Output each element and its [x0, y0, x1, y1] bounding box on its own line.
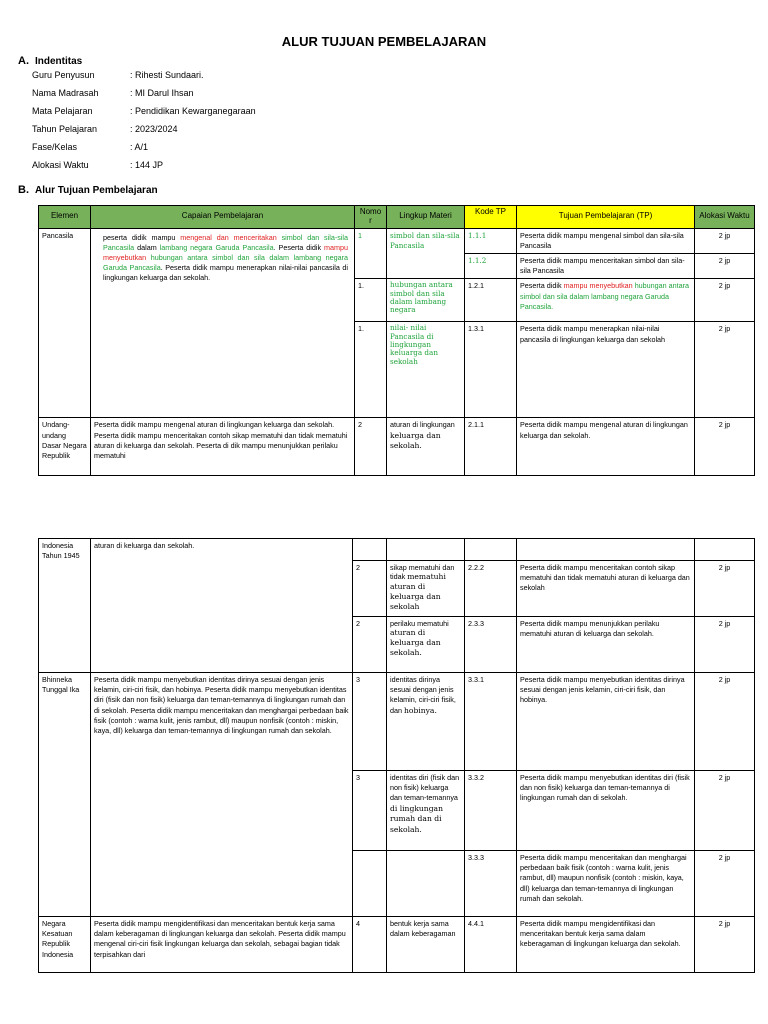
- identity-key: Tahun Pelajaran: [32, 124, 98, 134]
- alokasi-cell: 2 jp: [695, 254, 755, 279]
- header-elemen: Elemen: [39, 206, 91, 229]
- lingkup-cell: [387, 851, 465, 917]
- lingkup-cell: [387, 771, 465, 851]
- lingkup-text: perilaku mematuhi: [390, 619, 449, 628]
- section-b-heading: [18, 184, 158, 196]
- identity-row: [32, 142, 256, 160]
- lingkup-text: sikap mematuhi dan tidak: [390, 563, 455, 582]
- section-a-heading: [18, 55, 82, 67]
- alokasi-cell: 2 jp: [695, 228, 755, 253]
- nomor-cell: 3: [353, 771, 387, 851]
- table-row: [39, 673, 755, 771]
- nomor-cell: [353, 539, 387, 561]
- cp-highlight-red: mengenal dan menceritakan: [180, 232, 277, 242]
- header-tujuan: Tujuan Pembelajaran (TP): [517, 206, 695, 229]
- lingkup-text-serif: mematuhi aturan di keluarga dan sekolah: [390, 572, 446, 611]
- identity-value: : Pendidikan Kewarganegaraan: [130, 106, 256, 116]
- identity-value: : 144 JP: [130, 160, 164, 170]
- kode-cell: 2.1.1: [465, 418, 517, 476]
- lingkup-cell: nilai- nilai Pancasila di lingkungan keluarga dan sekolah: [387, 322, 465, 418]
- cp-text: . Peserta didik: [273, 242, 322, 252]
- kode-cell: 4.4.1: [465, 917, 517, 973]
- lingkup-text-serif: di lingkungan rumah dan di sekolah.: [390, 803, 443, 835]
- nomor-cell: 1.: [355, 279, 387, 322]
- tp-cell: Peserta didik mampu menceritakan dan menghargai perbedaan baik fisik (contoh : warna kulit, jenis rambut, dll) maupun nonfisik (contoh : miskin, kaya, dll) keluarga dan teman-temannya di lingkungan rumah dan sekolah.: [517, 851, 695, 917]
- capaian-cell: [91, 228, 355, 418]
- identity-row: [32, 160, 256, 178]
- identity-value: : MI Darul Ihsan: [130, 88, 194, 98]
- identity-key: Guru Penyusun: [32, 70, 95, 80]
- alokasi-cell: 2 jp: [695, 673, 755, 771]
- nomor-cell: 3: [353, 673, 387, 771]
- table-row: [39, 228, 755, 253]
- tp-cell: Peserta didik mampu menunjukkan perilaku mematuhi aturan di keluarga dan sekolah.: [517, 617, 695, 673]
- identity-row: [32, 70, 256, 88]
- elemen-cell: Negara Kesatuan Republik Indonesia: [39, 917, 91, 973]
- tp-cell: Peserta didik mampu menceritakan simbol dan sila-sila Pancasila: [517, 254, 695, 279]
- elemen-cell: Indonesia Tahun 1945: [39, 539, 91, 673]
- table-header-row: [39, 206, 755, 229]
- tp-cell: Peserta didik mampu menerapkan nilai-nilai pancasila di lingkungan keluarga dan sekolah: [517, 322, 695, 418]
- header-lingkup: Lingkup Materi: [387, 206, 465, 229]
- section-b-label: B.: [18, 184, 29, 196]
- tp-text: Peserta didik: [520, 281, 562, 291]
- table-row: [39, 539, 755, 561]
- kode-cell: 3.3.2: [465, 771, 517, 851]
- identity-row: [32, 106, 256, 124]
- alokasi-cell: 2 jp: [695, 279, 755, 322]
- cp-text: . Peserta didik mampu menerapkan nilai-nilai pancasila di lingkungan keluarga dan sekolah.: [103, 263, 348, 283]
- capaian-cell: Peserta didik mampu menyebutkan identitas dirinya sesuai dengan jenis kelamin, ciri-ciri fisik, dan hobinya. Peserta didik mampu menyebutkan identitas diri (fisik dan non fisik) keluarga dan teman-temannya di lingkungan rumah dan di sekolah. Peserta didik mampu menceritakan dan menghargai perbedaan baik fisik (contoh : warna kulit, jenis rambut, dll) maupun nonfisik (contoh : miskin, kaya, dll) keluarga dan teman-temannya di lingkungan rumah dan sekolah.: [91, 673, 353, 917]
- elemen-cell: Pancasila: [39, 228, 91, 418]
- alokasi-cell: 2 jp: [695, 917, 755, 973]
- nomor-cell: [353, 851, 387, 917]
- lingkup-cell: bentuk kerja sama dalam keberagaman: [387, 917, 465, 973]
- kode-cell: 1.1.2: [465, 254, 517, 279]
- tp-cell: Peserta didik mampu menyebutkan identitas diri (fisik dan non fisik) keluarga dan teman-temannya di lingkungan rumah dan di sekolah.: [517, 771, 695, 851]
- lingkup-text: identitas dirinya sesuai dengan jenis kelamin, ciri-ciri fisik, dan: [390, 675, 456, 715]
- identity-row: [32, 124, 256, 142]
- identity-key: Fase/Kelas: [32, 142, 78, 152]
- alokasi-cell: 2 jp: [695, 418, 755, 476]
- nomor-cell: 4: [353, 917, 387, 973]
- header-capaian: Capaian Pembelajaran: [91, 206, 355, 229]
- nomor-cell: 1.: [355, 322, 387, 418]
- cp-highlight-green: hubungan antara simbol dan sila dalam lambang negara: [150, 253, 348, 263]
- lingkup-text-serif: hobinya.: [404, 705, 437, 715]
- header-kode-tp: Kode TP: [465, 206, 517, 229]
- document-title: ALUR TUJUAN PEMBELAJARAN: [281, 34, 487, 49]
- atp-table-page1: [38, 205, 755, 476]
- cp-highlight-red: mampu menyebutkan: [103, 242, 348, 263]
- identity-value: : 2023/2024: [130, 124, 178, 134]
- lingkup-cell: [387, 539, 465, 561]
- kode-cell: 1.3.1: [465, 322, 517, 418]
- identity-list: [32, 70, 256, 178]
- lingkup-text: aturan di lingkungan: [390, 420, 455, 430]
- header-alokasi: Alokasi Waktu: [695, 206, 755, 229]
- kode-cell: 3.3.3: [465, 851, 517, 917]
- header-nomor: Nomo r: [355, 206, 387, 229]
- lingkup-text-serif: aturan di keluarga dan sekolah.: [390, 628, 441, 658]
- lingkup-cell: simbol dan sila-sila Pancasila: [387, 228, 465, 279]
- nomor-cell: 1: [355, 228, 387, 279]
- nomor-cell: 2: [353, 561, 387, 617]
- tp-cell: [517, 539, 695, 561]
- identity-key: Alokasi Waktu: [32, 160, 89, 170]
- lingkup-cell: [387, 561, 465, 617]
- alokasi-cell: [695, 539, 755, 561]
- alokasi-cell: 2 jp: [695, 771, 755, 851]
- identity-value: : A/1: [130, 142, 149, 152]
- cp-text: peserta didik mampu: [103, 232, 176, 242]
- section-a-label: A.: [18, 55, 29, 67]
- lingkup-text: identitas diri (fisik dan non fisik) keluarga dan teman-temannya: [390, 773, 460, 803]
- alokasi-cell: 2 jp: [695, 561, 755, 617]
- identity-row: [32, 88, 256, 106]
- tp-highlight-green: hubungan antara simbol dan sila dalam lambang negara Garuda Pancasila.: [520, 281, 690, 311]
- table-row: [39, 418, 755, 476]
- kode-cell: 1.1.1: [465, 228, 517, 253]
- tp-highlight-red: mampu menyebutkan: [563, 281, 633, 291]
- kode-cell: 2.3.3: [465, 617, 517, 673]
- elemen-cell: Bhinneka Tunggal Ika: [39, 673, 91, 917]
- alokasi-cell: 2 jp: [695, 617, 755, 673]
- lingkup-cell: [387, 673, 465, 771]
- nomor-cell: 2: [353, 617, 387, 673]
- capaian-cell: aturan di keluarga dan sekolah.: [91, 539, 353, 673]
- atp-table-page2: [38, 538, 755, 973]
- elemen-cell: Undang-undang Dasar Negara Republik: [39, 418, 91, 476]
- cp-text: dalam: [137, 242, 157, 252]
- nomor-cell: 2: [355, 418, 387, 476]
- lingkup-cell: [387, 418, 465, 476]
- kode-cell: 1.2.1: [465, 279, 517, 322]
- kode-cell: 3.3.1: [465, 673, 517, 771]
- identity-value: : Rihesti Sundaari.: [130, 70, 204, 80]
- lingkup-cell: hubungan antara simbol dan sila dalam lambang negara: [387, 279, 465, 322]
- tp-cell: Peserta didik mampu mengidentifikasi dan menceritakan bentuk kerja sama dalam keberagaman di lingkungan keluarga dan sekolah.: [517, 917, 695, 973]
- lingkup-text-serif: keluarga dan sekolah.: [390, 430, 441, 451]
- cp-highlight-green: Garuda Pancasila: [103, 263, 161, 273]
- cp-highlight-green: lambang negara Garuda Pancasila: [159, 242, 274, 252]
- section-b-title: Alur Tujuan Pembelajaran: [35, 185, 158, 196]
- kode-cell: [465, 539, 517, 561]
- identity-key: Mata Pelajaran: [32, 106, 93, 116]
- table-row: [39, 917, 755, 973]
- tp-cell: Peserta didik mampu mengenal simbol dan sila-sila Pancasila: [517, 228, 695, 253]
- kode-cell: 2.2.2: [465, 561, 517, 617]
- tp-cell: Peserta didik mampu menceritakan contoh sikap mematuhi dan tidak mematuhi aturan di keluarga dan sekolah: [517, 561, 695, 617]
- cp-highlight-green: simbol dan sila-sila Pancasila: [103, 232, 349, 252]
- tp-cell: Peserta didik mampu mengenal aturan di lingkungan keluarga dan sekolah.: [517, 418, 695, 476]
- tp-cell: Peserta didik mampu menyebutkan identitas dirinya sesuai dengan jenis kelamin, ciri-ciri fisik, dan hobinya.: [517, 673, 695, 771]
- tp-cell: [517, 279, 695, 322]
- alokasi-cell: 2 jp: [695, 851, 755, 917]
- identity-key: Nama Madrasah: [32, 88, 99, 98]
- lingkup-cell: [387, 617, 465, 673]
- alokasi-cell: 2 jp: [695, 322, 755, 418]
- capaian-cell: Peserta didik mampu mengenal aturan di lingkungan keluarga dan sekolah. Peserta didik mampu menceritakan contoh sikap mematuhi dan tidak mematuhi aturan di keluarga dan sekolah. Peserta di dik mampu menunjukkan perilaku mematuhi: [91, 418, 355, 476]
- capaian-cell: Peserta didik mampu mengidentifikasi dan menceritakan bentuk kerja sama dalam keberagaman di lingkungan keluarga dan sekolah. Peserta didik mampu mengenal ciri-ciri fisik lingkungan keluarga dan sekolah, sebagai bagian tidak terpisahkan dari: [91, 917, 353, 973]
- section-a-title: Indentitas: [35, 56, 83, 67]
